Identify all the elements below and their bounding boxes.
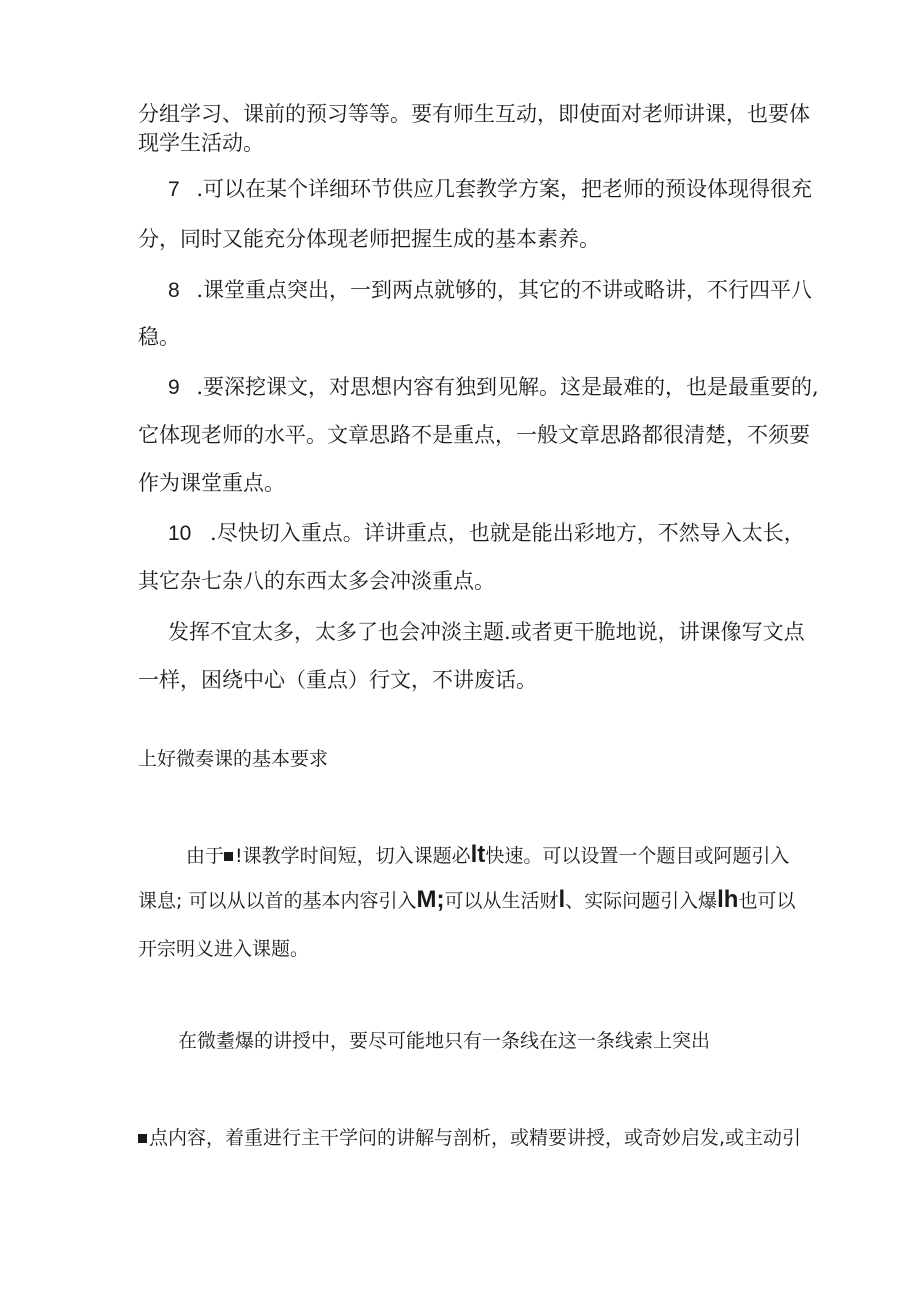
paragraph-line: 一样，困绕中心（重点）行文，不讲废话。 — [138, 668, 537, 692]
paragraph-line: 开宗明义进入课题。 — [138, 938, 310, 960]
paragraph-line: 作为课堂重点。 — [138, 471, 285, 495]
text-run: !课教学时间短，切入课题必 — [235, 845, 471, 867]
list-number: 8 — [168, 279, 180, 302]
paragraph-line: 在微耋爆的讲授中，要尽可能地只有一条线在这一条线索上突出 — [178, 1030, 711, 1052]
text-run: 、实际问题引入爆 — [565, 890, 718, 912]
text-run: 由于 — [186, 845, 225, 867]
text-run: 也可以 — [738, 890, 796, 912]
text-run: 点内容，着重进行主干学问的讲解与剖析，或精要讲授，或奇妙启发,或主动引 — [149, 1127, 802, 1149]
paragraph-line: 它体现老师的水平。文章思路不是重点，一般文章思路都很清楚，不须要 — [138, 423, 810, 447]
paragraph-line — [138, 886, 795, 915]
paragraph-line — [138, 1124, 801, 1152]
garbled-square-glyph — [138, 1134, 147, 1143]
list-item-10 — [168, 519, 805, 548]
list-item-7 — [168, 175, 812, 204]
list-number: 7 — [168, 178, 180, 201]
garbled-square-glyph — [224, 852, 233, 861]
list-item-text: .可以在某个详细环节供应几套教学方案，把老师的预设体现得很充 — [196, 177, 813, 201]
garbled-glyph: lt — [470, 841, 486, 868]
paragraph-line: 稳。 — [138, 325, 180, 349]
paragraph-line: 其它杂七杂八的东西太多会冲淡重点。 — [138, 569, 495, 593]
text-run: 快速。可以设置一个题目或阿题引入 — [485, 845, 790, 867]
garbled-glyph: lh — [717, 886, 739, 913]
paragraph-line: 分，同时又能充分体现老师把握生成的基本素养。 — [138, 227, 600, 251]
paragraph-line: 分组学习、课前的预习等等。要有师生互动，即使面对老师讲课，也要体 — [138, 102, 810, 126]
garbled-glyph: l — [558, 886, 566, 913]
paragraph-line: 现学生活动。 — [138, 131, 264, 155]
section-heading: 上好微奏课的基本要求 — [138, 748, 329, 770]
list-item-text: .课堂重点突出，一到两点就够的，其它的不讲或略讲，不行四平八 — [196, 278, 813, 302]
list-number: 10 — [168, 522, 192, 545]
list-item-8 — [168, 276, 812, 305]
list-item-text: .尽快切入重点。详讲重点，也就是能出彩地方，不然导入太长， — [210, 521, 805, 545]
text-run: 可以从生活财 — [444, 890, 559, 912]
garbled-glyph: M; — [416, 886, 445, 913]
list-item-9 — [168, 373, 819, 402]
list-item-text: .要深挖课文，对思想内容有独到见解。这是最难的，也是最重要的, — [196, 375, 819, 399]
paragraph-line: 发挥不宜太多，太多了也会冲淡主题.或者更干脆地说，讲课像写文点 — [168, 620, 805, 644]
paragraph-line — [186, 841, 789, 870]
text-run: 课息; 可以从以首的基本内容引入 — [138, 890, 417, 912]
list-number: 9 — [168, 376, 180, 399]
